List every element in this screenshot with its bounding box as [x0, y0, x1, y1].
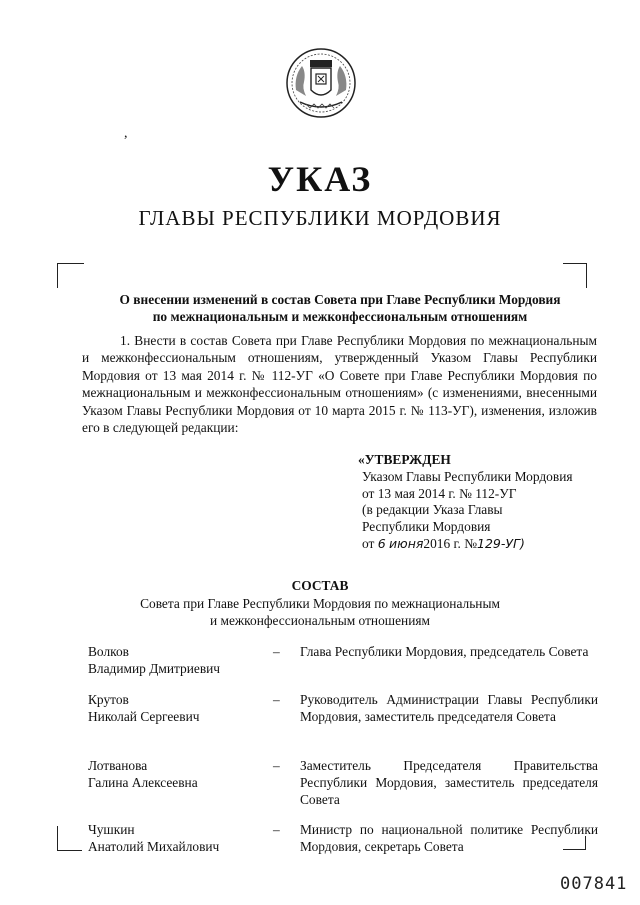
- approval-date-line: [362, 536, 602, 553]
- date-month: июня: [389, 535, 424, 551]
- member-given-names: Николай Сергеевич: [88, 709, 200, 724]
- composition-title: СОСТАВ: [291, 578, 349, 593]
- approval-line-3: (в редакции Указа Главы: [362, 502, 503, 518]
- member-surname: Чушкин: [88, 822, 135, 837]
- heading-line-1: О внесении изменений в состав Совета при Главе Республики Мордовия: [119, 292, 561, 307]
- composition-subtitle: [120, 595, 520, 629]
- coat-of-arms-emblem: [284, 46, 358, 120]
- member-given-names: Галина Алексеевна: [88, 775, 198, 790]
- corner-mark-top-right: [563, 263, 587, 288]
- paragraph-text: 1. Внести в состав Совета при Главе Республики Мордовия по межнациональным и межконфессиональным отношениям, утвержденный Указом Главы Республики Мордовия от 13 мая 2014 г. № 112-УГ «О Совете при Главе Республики Мордовия по межнациональным и межконфессиональным отношениям» (с изменениями, внесенными Указом Главы Республики Мордовия от 10 марта 2015 г. № 113-УГ), изменения, изложив его в следующей редакции:: [82, 333, 597, 436]
- stray-mark: ,: [124, 126, 128, 141]
- member-surname: Волков: [88, 644, 129, 659]
- member-dash: –: [273, 822, 280, 837]
- composition-subtitle-line-2: и межконфессиональным отношениям: [209, 613, 431, 628]
- member-role: Министр по национальной политике Республики Мордовия, секретарь Совета: [300, 822, 598, 854]
- member-name: [88, 757, 263, 791]
- date-year: 2016 г.: [423, 535, 461, 551]
- decree-subtitle: ГЛАВЫ РЕСПУБЛИКИ МОРДОВИЯ: [138, 206, 502, 230]
- decree-title: УКАЗ: [267, 159, 373, 199]
- corner-mark-bottom-right-tick: [585, 836, 586, 850]
- decree-number: 129-УГ): [477, 535, 525, 551]
- member-name: [88, 691, 263, 725]
- approval-line-4: Республики Мордовия: [362, 519, 491, 535]
- member-dash: –: [273, 644, 280, 659]
- document-heading: [80, 291, 600, 325]
- heading-line-2: по межнациональным и межконфессиональным отношениям: [152, 309, 528, 324]
- approval-head: «УТВЕРЖДЕН: [358, 452, 451, 467]
- corner-mark-top-left: [57, 263, 84, 288]
- number-prefix: №: [464, 535, 477, 551]
- approval-block: [358, 452, 602, 553]
- member-given-names: Владимир Дмитриевич: [88, 661, 221, 676]
- member-name: [88, 821, 263, 855]
- body-paragraph: [82, 332, 597, 436]
- composition-subtitle-line-1: Совета при Главе Республики Мордовия по межнациональным: [140, 596, 500, 611]
- member-role: Глава Республики Мордовия, председатель Совета: [300, 644, 589, 659]
- date-day: 6: [377, 535, 386, 551]
- member-surname: Крутов: [88, 692, 129, 707]
- approval-line-1: Указом Главы Республики Мордовия: [362, 468, 573, 484]
- member-dash: –: [273, 758, 280, 773]
- member-dash: –: [273, 692, 280, 707]
- corner-mark-bottom-left: [57, 826, 82, 851]
- member-role: Руководитель Администрации Главы Республики Мордовия, заместитель председателя Совета: [300, 692, 598, 724]
- approval-line-2: от 13 мая 2014 г. № 112-УГ: [362, 485, 517, 501]
- member-surname: Лотванова: [88, 758, 148, 773]
- serial-number: 007841: [560, 874, 628, 894]
- member-given-names: Анатолий Михайлович: [88, 839, 220, 854]
- date-prefix: от: [362, 535, 375, 551]
- member-name: [88, 643, 263, 677]
- corner-mark-bottom-right: [563, 849, 585, 850]
- member-role: Заместитель Председателя Правительства Республики Мордовия, заместитель председателя Совета: [300, 758, 598, 807]
